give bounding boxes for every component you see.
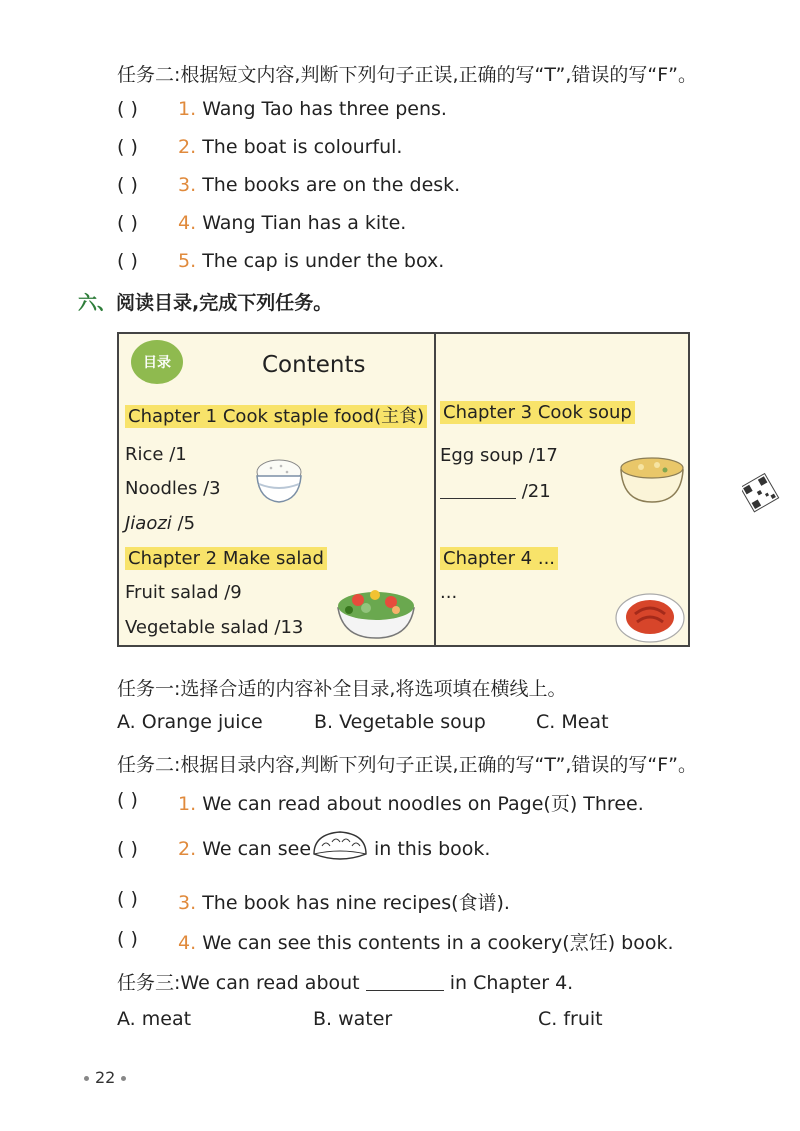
item-number: 2.	[178, 136, 197, 158]
task2b-title: 任务二:根据目录内容,判断下列句子正误,正确的写“T”,错误的写“F”。	[117, 754, 698, 776]
item-number: 2.	[178, 838, 197, 860]
entry-egg-soup: Egg soup /17	[440, 445, 558, 466]
chapter-3-heading: Chapter 3 Cook soup	[440, 401, 635, 424]
section-title: 阅读目录,完成下列任务。	[116, 292, 333, 314]
item-number: 4.	[178, 932, 197, 954]
answer-blank[interactable]: ( )	[117, 838, 138, 860]
task3-option-c: C. fruit	[538, 1008, 603, 1030]
task3-label: 任务三:	[117, 972, 181, 994]
entry-rice: Rice /1	[125, 444, 187, 465]
answer-blank[interactable]: ( )	[117, 888, 138, 910]
rice-bowl-icon	[251, 450, 307, 506]
page-number-text: 22	[95, 1068, 116, 1087]
meat-dish-icon	[613, 586, 687, 644]
entry-noodles: Noodles /3	[125, 478, 221, 499]
item-text: Wang Tian has a kite.	[202, 212, 407, 234]
contents-badge: 目录	[131, 340, 183, 384]
task2a-title: 任务二:根据短文内容,判断下列句子正误,正确的写“T”,错误的写“F”。	[117, 64, 698, 86]
item-text: We can see this contents in a cookery(烹饪) book.	[202, 932, 674, 954]
task3-question	[117, 968, 573, 995]
task3-option-a: A. meat	[117, 1008, 192, 1030]
jiaozi-text: Jiaozi	[125, 513, 172, 534]
entry-fruit-salad: Fruit salad /9	[125, 582, 242, 603]
item-number: 4.	[178, 212, 197, 234]
item-text: The book has nine recipes(食谱).	[202, 892, 510, 914]
item-text: The books are on the desk.	[202, 174, 461, 196]
section6-heading	[78, 288, 332, 315]
item-number: 5.	[178, 250, 197, 272]
chapter-1-heading: Chapter 1 Cook staple food(主食)	[125, 405, 427, 428]
entry-blank	[440, 480, 551, 502]
contents-box	[117, 332, 690, 647]
contents-heading: Contents	[262, 352, 366, 378]
item-number: 1.	[178, 793, 197, 815]
task3-option-b: B. water	[313, 1008, 393, 1030]
task1-title: 任务一:选择合适的内容补全目录,将选项填在横线上。	[117, 678, 567, 700]
salad-bowl-icon	[333, 580, 419, 642]
item-text: The cap is under the box.	[202, 250, 445, 272]
fill-in-blank[interactable]	[440, 480, 516, 499]
soup-bowl-icon	[617, 450, 687, 506]
task1-option-b: B. Vegetable soup	[314, 711, 486, 733]
answer-blank[interactable]: ( )	[117, 212, 138, 234]
entry-jiaozi	[125, 513, 195, 534]
item-number: 1.	[178, 98, 197, 120]
item-number: 3.	[178, 892, 197, 914]
chapter-4-heading: Chapter 4 ...	[440, 547, 558, 570]
task3-text-b: in Chapter 4.	[449, 972, 574, 994]
answer-blank[interactable]: ( )	[117, 174, 138, 196]
item-text: The boat is colourful.	[202, 136, 403, 158]
dot-icon	[121, 1076, 126, 1081]
answer-blank[interactable]: ( )	[117, 136, 138, 158]
task1-option-a: A. Orange juice	[117, 711, 263, 733]
qr-code-icon	[742, 472, 782, 522]
answer-blank[interactable]: ( )	[117, 98, 138, 120]
entry-ellipsis: ...	[440, 582, 458, 603]
jiaozi-page: /5	[171, 513, 196, 534]
dot-icon	[84, 1076, 89, 1081]
answer-blank[interactable]: ( )	[117, 250, 138, 272]
entry-vegetable-salad: Vegetable salad /13	[125, 617, 304, 638]
column-divider	[434, 334, 436, 645]
item-number: 3.	[178, 174, 197, 196]
page-number	[78, 1068, 132, 1087]
answer-blank[interactable]: ( )	[117, 928, 138, 950]
task3-text-a: We can read about	[180, 972, 360, 994]
answer-blank[interactable]: ( )	[117, 789, 138, 811]
item-text: We can read about noodles on Page(页) Three.	[202, 793, 644, 815]
item-text: Wang Tao has three pens.	[202, 98, 447, 120]
item-text-b: in this book.	[374, 838, 491, 860]
section-number: 六、	[78, 292, 117, 314]
blank-page: /21	[516, 481, 551, 502]
item-text-a: We can see	[202, 838, 312, 860]
dumpling-icon	[310, 826, 370, 868]
fill-in-blank[interactable]	[366, 972, 444, 991]
task1-option-c: C. Meat	[536, 711, 609, 733]
chapter-2-heading: Chapter 2 Make salad	[125, 547, 327, 570]
